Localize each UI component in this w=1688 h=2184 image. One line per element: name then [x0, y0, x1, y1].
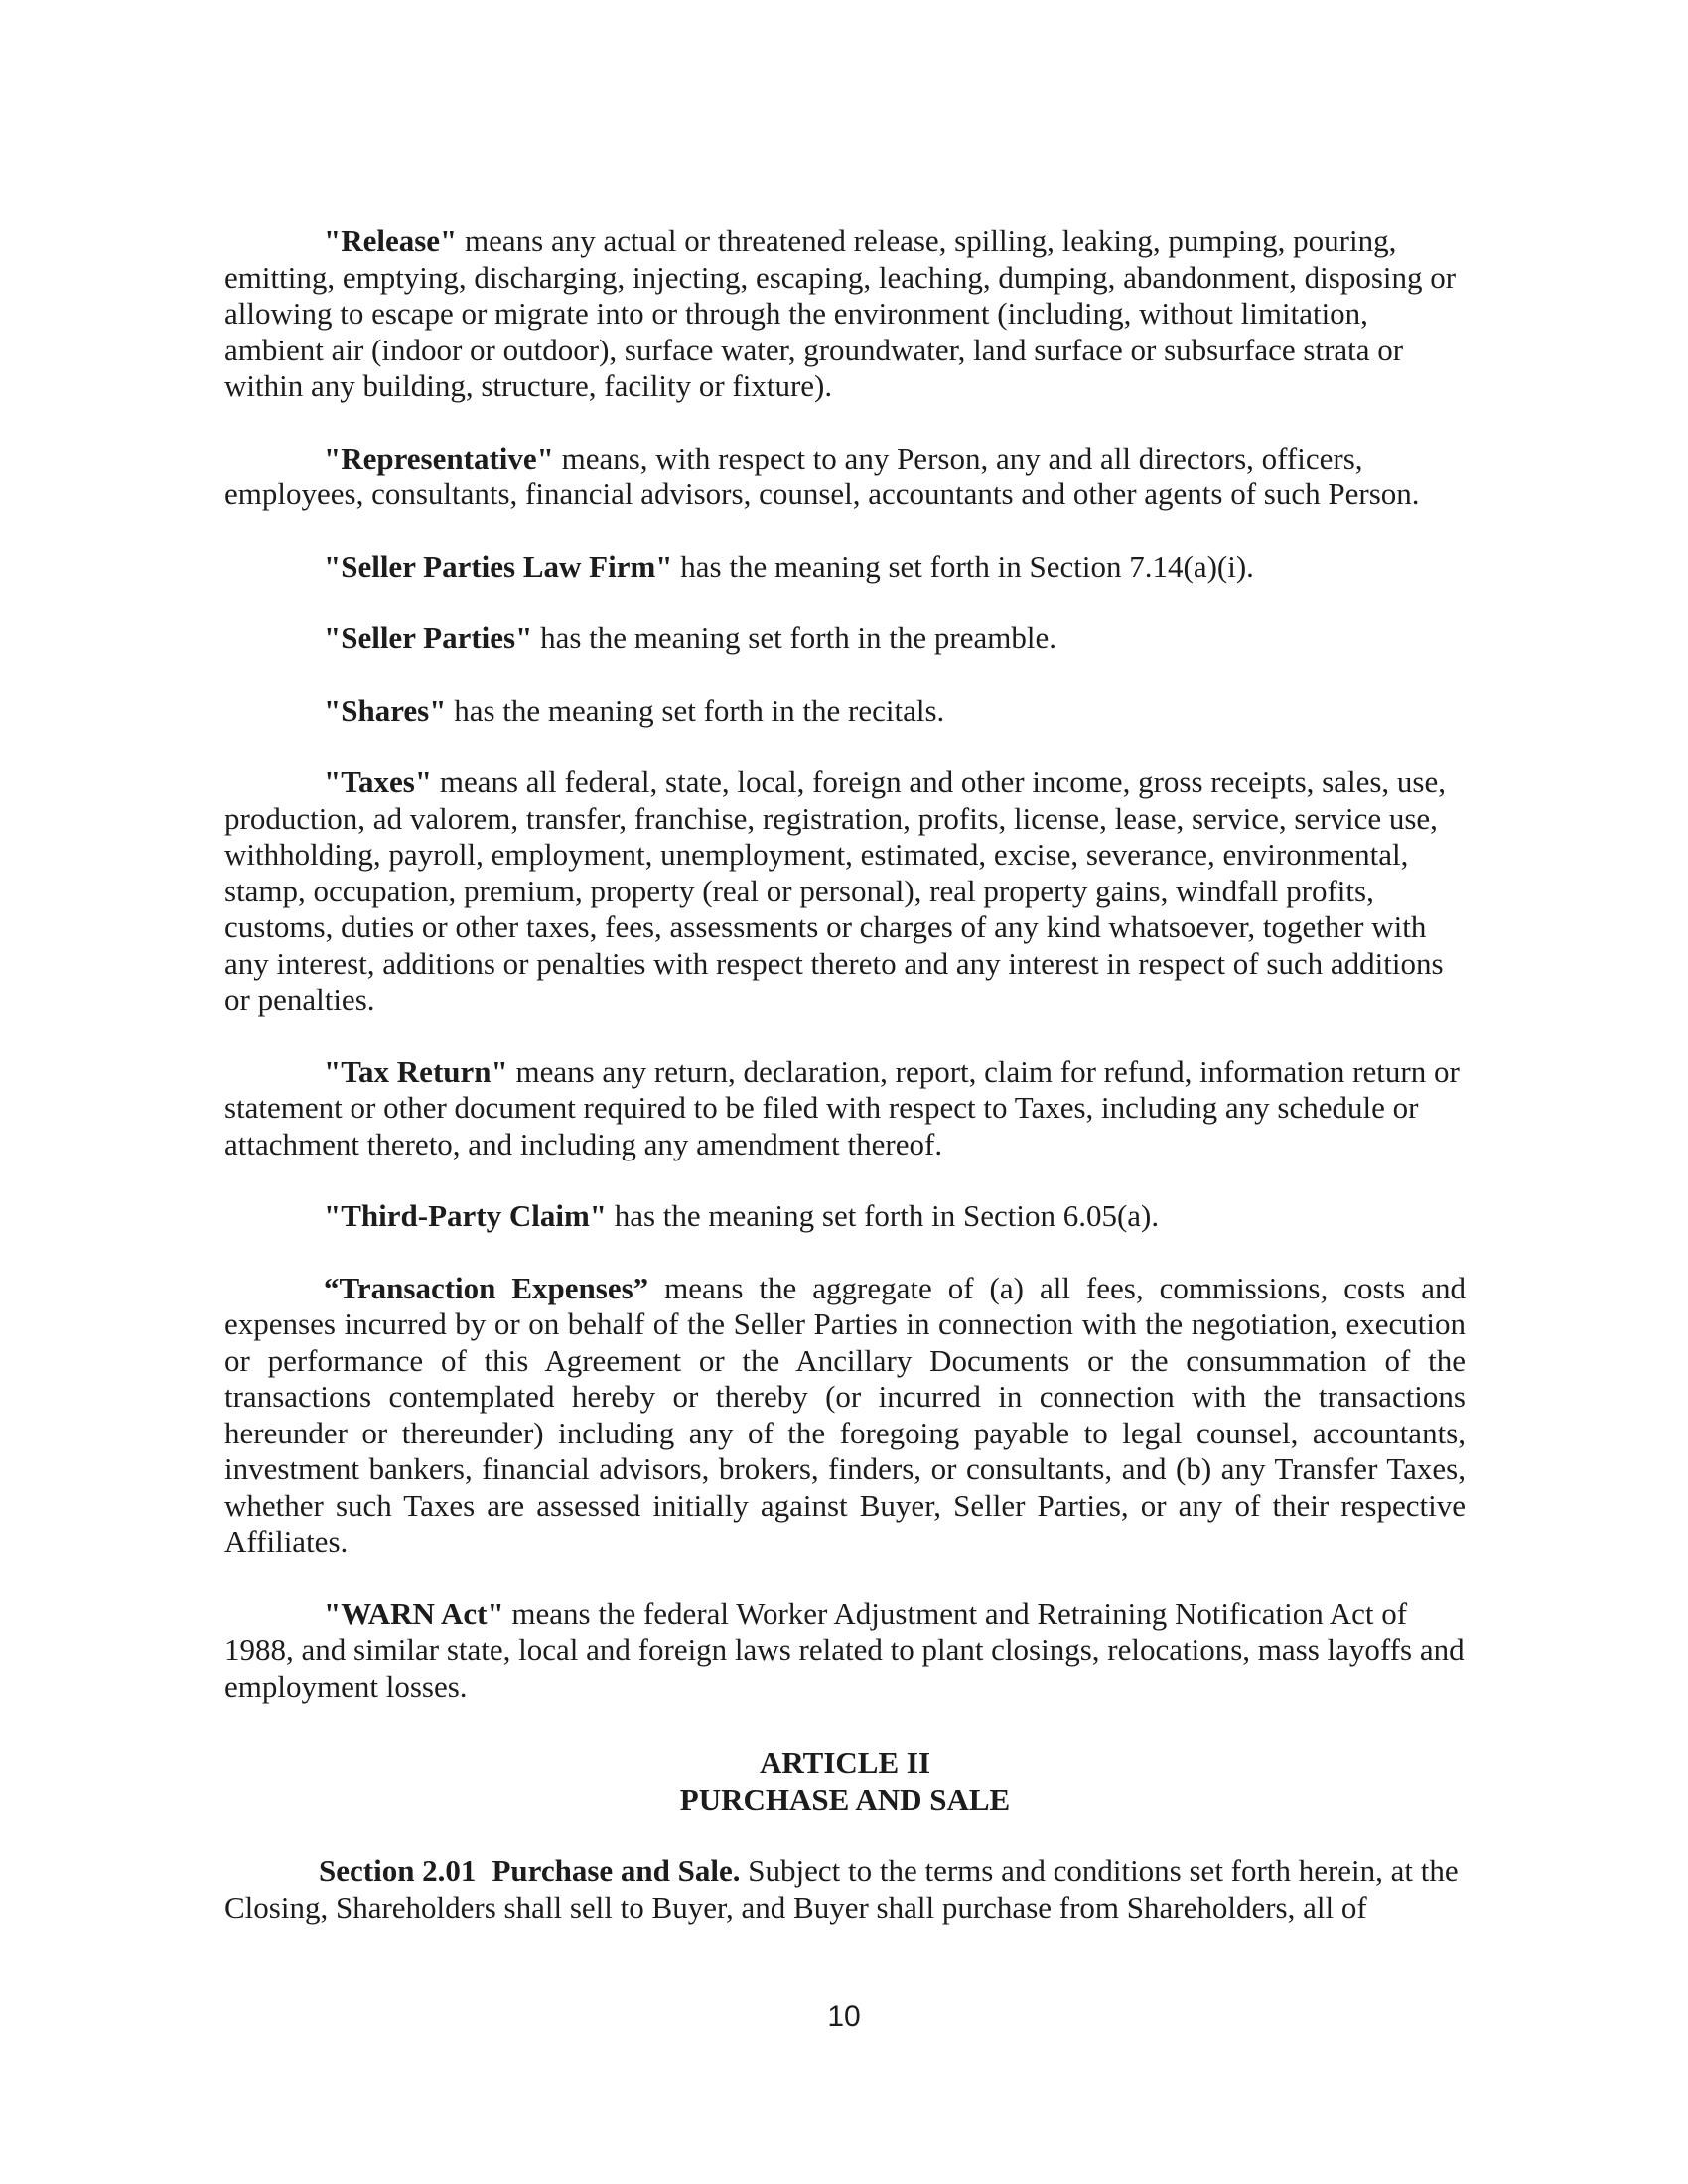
document-body [224, 223, 1466, 1926]
article-title: PURCHASE AND SALE [679, 1782, 1011, 1817]
definition-transaction-expenses [224, 1271, 1466, 1561]
definition-text: has the meaning set forth in the recitals. [446, 692, 945, 728]
defined-term: “Transaction Expenses” [324, 1270, 649, 1305]
definition-taxes [224, 764, 1466, 1019]
defined-term: "Seller Parties Law Firm" [324, 548, 673, 584]
definition-seller-parties-law-firm [224, 549, 1466, 586]
defined-term: "Seller Parties" [324, 620, 533, 655]
definition-text: means any actual or threatened release, spilling, leaking, pumping, pouring, emitting, emptying, discharging, injecting, escaping, leaching, dumping, abandonment, disposing or allowing to escape or migrate into or through the environment (including, without limitation, ambient air (indoor or outdoor), surface water, groundwater, land surface or subsurface strata or within any building, structure, facility or fixture). [224, 223, 1457, 403]
section-2-01 [224, 1853, 1466, 1926]
section-number: Section 2.01 [319, 1853, 477, 1888]
definition-text: has the meaning set forth in the preamble. [532, 620, 1057, 655]
article-heading [224, 1744, 1466, 1818]
section-title: Purchase and Sale. [492, 1853, 741, 1888]
defined-term: "Third-Party Claim" [324, 1198, 607, 1233]
definition-shares [224, 693, 1466, 730]
definition-representative [224, 441, 1466, 513]
definition-warn-act [224, 1596, 1466, 1706]
definition-text: means all federal, state, local, foreign and other income, gross receipts, sales, use, production, ad valorem, transfer, franchise, registration, profits, license, lease, service, service use, withholding, payroll, employment, unemployment, estimated, excise, severance, environmental, stamp, occupation, premium, property (real or personal), real property gains, windfall profits, customs, duties or other taxes, fees, assessments or charges of any kind whatsoever, together with any interest, additions or penalties with respect thereto and any interest in respect of such additions or penalties. [224, 764, 1446, 1017]
section-text: Subject to the terms and conditions set forth herein, at the Closing, Shareholders shall sell to Buyer, and Buyer shall purchase from Shareholders, all of [224, 1853, 1459, 1925]
definition-release [224, 223, 1466, 405]
definition-text: means the federal Worker Adjustment and Retraining Notification Act of 1988, and similar state, local and foreign laws related to plant closings, relocations, mass layoffs and employment losses. [224, 1595, 1465, 1704]
defined-term: "Taxes" [324, 764, 433, 799]
definition-text: has the meaning set forth in Section 7.14(a)(i). [672, 548, 1254, 584]
definition-seller-parties [224, 620, 1466, 657]
definition-text: means, with respect to any Person, any and all directors, officers, employees, consultants, financial advisors, counsel, accountants and other agents of such Person. [224, 440, 1420, 511]
definition-tax-return [224, 1054, 1466, 1163]
definition-text: means any return, declaration, report, claim for refund, information return or statement or other document required to be filed with respect to Taxes, including any schedule or attachment thereto, and including any amendment thereof. [224, 1053, 1460, 1161]
defined-term: "WARN Act" [324, 1595, 504, 1631]
defined-term: "Shares" [324, 692, 447, 728]
page-number: 10 [827, 2000, 861, 2033]
definition-third-party-claim [224, 1198, 1466, 1235]
definition-text: means the aggregate of (a) all fees, commissions, costs and expenses incurred by or on behalf of the Seller Parties in connection with the negotiation, execution or performance of this Agreement or the Ancillary Documents or the consummation of the transactions contemplated hereby or thereby (or incurred in connection with the transactions hereunder or thereunder) including any of the foregoing payable to legal counsel, accountants, investment bankers, financial advisors, brokers, finders, or consultants, and (b) any Transfer Taxes, whether such Taxes are assessed initially against Buyer, Seller Parties, or any of their respective Affiliates. [224, 1270, 1466, 1559]
defined-term: "Tax Return" [324, 1053, 508, 1089]
article-number: ARTICLE II [759, 1745, 931, 1780]
defined-term: "Release" [324, 223, 458, 258]
definition-text: has the meaning set forth in Section 6.05(a). [606, 1198, 1160, 1233]
defined-term: "Representative" [324, 440, 554, 476]
